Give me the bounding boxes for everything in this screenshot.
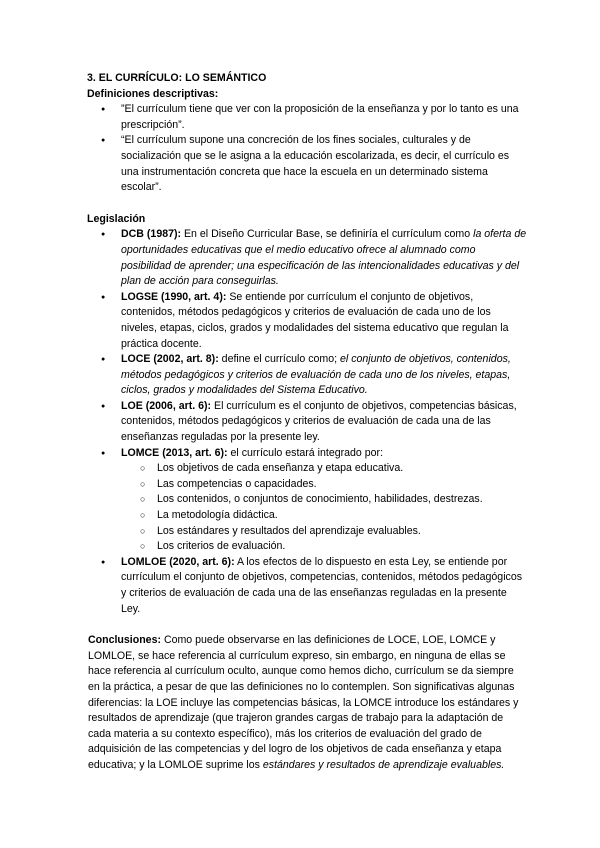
law-label: LOMLOE (2020, art. 6): [121,555,235,568]
law-text: En el Diseño Curricular Base, se definiría el currículum como [181,228,474,241]
conclusions-label: Conclusiones: [88,634,161,647]
law-item-loce [87,352,527,399]
descriptive-item: ● “El currículum supone una concreción de los fines sociales, culturales y de socialización que se le asigna a la educación escolarizada, es decir, el currículo es una instrumentación concreta que hace la escuela en un determinado sistema escolar”. [87,133,527,195]
conclusions-paragraph [87,633,527,773]
law-italic: el conjunto de objetivos, contenidos, métodos pedagógicos y criterios de evaluación de cada uno de los niveles, etapas, ciclos, grados y modalidades del Sistema Educativo. [121,353,511,397]
law-label: LOCE (2002, art. 8): [121,353,219,366]
law-label: LOGSE (1990, art. 4): [121,290,227,303]
law-text: define el currículo como; [218,353,341,366]
lomce-subitem: ○ Las competencias o capacidades. [87,477,527,493]
lomce-subitem: ○ Los estándares y resultados del aprendizaje evaluables. [87,524,527,540]
law-item-dcb [87,227,527,289]
law-item-logse [87,290,527,352]
law-label: LOE (2006, art. 6): [121,399,212,412]
lomce-subitem: ○ Los objetivos de cada enseñanza y etapa educativa. [87,461,527,477]
descriptive-list [87,102,527,196]
legislation-list [87,227,527,617]
law-label: DCB (1987): [121,228,182,241]
law-item-lomloe [87,555,527,617]
law-label: LOMCE (2013, art. 6): [121,446,228,459]
lomce-subitem: ○ Los criterios de evaluación. [87,539,527,555]
section-title: 3. EL CURRÍCULO: LO SEMÁNTICO [87,72,267,84]
conclusions-italic: estándares y resultados de aprendizaje evaluables. [262,758,505,771]
lomce-subitem: ○ La metodología didáctica. [87,508,527,524]
law-text: Se entiende por currículum el conjunto de objetivos, contenidos, métodos pedagógicos y criterios de evaluación de cada uno de los niveles, etapas, ciclos, grados y modalidades del sistema educativo que regulan la práctica docente. [121,290,509,350]
legislation-heading: Legislación [87,212,146,225]
descriptive-heading: Definiciones descriptivas: [87,87,219,100]
law-text: el currículo estará integrado por: [227,446,384,459]
law-text: A los efectos de lo dispuesto en esta Ley, se entiende por currículum el conjunto de objetivos, competencias, contenidos, métodos pedagógicos y criterios de evaluación de cada una de las enseñanzas reguladas en la presente Ley. [121,555,523,615]
law-item-lomce [87,446,527,462]
descriptive-item: ● ”El currículum tiene que ver con la proposición de la enseñanza y por lo tanto es una prescripción”. [87,102,527,133]
law-italic: la oferta de oportunidades educativas que el medio educativo ofrece al alumnado como posibilidad de aprender; una especificación de las intencionalidades educativas y del plan de acción para conseguirlas. [121,228,527,288]
law-text: El currículum es el conjunto de objetivos, competencias básicas, contenidos, métodos pedagógicos y criterios de evaluación de cada una de las enseñanzas reguladas por la presente ley. [121,399,517,444]
lomce-subitem: ○ Los contenidos, o conjuntos de conocimiento, habilidades, destrezas. [87,492,527,508]
document-page [87,71,527,774]
law-item-loe [87,399,527,446]
conclusions-text: Como puede observarse en las definiciones de LOCE, LOE, LOMCE y LOMLOE, se hace referencia al currículum expreso, sin embargo, en ninguna de ellas se hace referencia al currículum oculto, aunque como hemos dicho, currículum se da siempre en la práctica, a pesar de que las definiciones no lo contemplen. Son significativas algunas diferencias: la LOE incluye las competencias básicas, la LOMCE introduce los estándares y resultados de aprendizaje (que trajeron grandes cargas de trabajo para la adaptación de cada materia a su contexto específico), más los criterios de evaluación del grado de adquisición de las competencias y del logro de los objetivos de cada enseñanza y etapa educativa; y la LOMLOE suprime los [88,634,519,771]
